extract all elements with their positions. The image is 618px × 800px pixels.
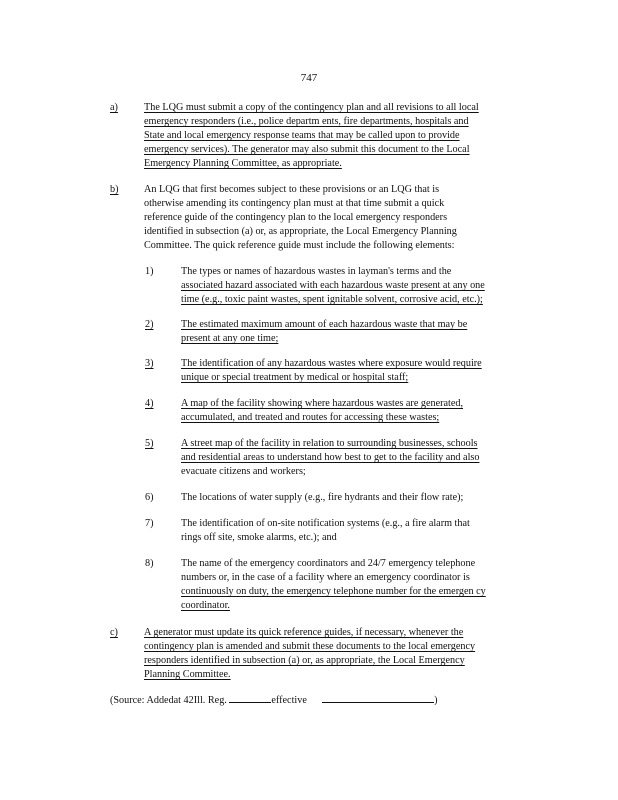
text-line: responders identified in subsection (a) or, as appropriate, the Local Emergency — [144, 655, 465, 666]
text-line: unique or special treatment by medical or hospital staff; — [181, 372, 409, 383]
paragraph-c-text — [144, 626, 544, 682]
text-line: Planning Committee. — [144, 669, 231, 680]
item-text — [181, 265, 541, 307]
item-text — [181, 437, 541, 479]
text-line: The locations of water supply (e.g., fire hydrants and their flow rate); — [181, 492, 464, 503]
source-effective-blank — [322, 692, 434, 703]
text-line: reference guide of the contingency plan to the local emergency responders — [144, 212, 448, 223]
text-line: associated hazard associated with each hazardous waste present at any one — [181, 280, 485, 291]
text-line: A generator must update its quick reference guides, if necessary, whenever the — [144, 627, 464, 638]
item-text — [181, 397, 541, 425]
item-text — [181, 491, 541, 505]
item-number: 2) — [145, 319, 154, 330]
item-text — [181, 517, 541, 545]
text-line: Emergency Planning Committee, as appropriate. — [144, 158, 342, 169]
text-line: identified in subsection (a) or, as appropriate, the Local Emergency Planning — [144, 226, 457, 237]
item-text — [181, 318, 541, 346]
text-line: State and local emergency response teams that may be called upon to provide — [144, 130, 460, 141]
text-line: accumulated, and treated and routes for accessing these wastes; — [181, 412, 440, 423]
page-number: 747 — [300, 72, 318, 84]
item-number: 7) — [145, 518, 154, 529]
text-line: The types or names of hazardous wastes in layman's terms and the — [181, 266, 452, 277]
item-number: 8) — [145, 558, 154, 569]
text-line: otherwise amending its contingency plan must at that time submit a quick — [144, 198, 445, 209]
item-number: 6) — [145, 492, 154, 503]
source-note — [110, 692, 438, 708]
text-line: present at any one time; — [181, 333, 279, 344]
text-line: numbers or, in the case of a facility where an emergency coordinator is — [181, 572, 470, 583]
item-number: 3) — [145, 358, 154, 369]
text-line: Committee. The quick reference guide must include the following elements: — [144, 240, 455, 251]
item-number: 4) — [145, 398, 154, 409]
text-line: emergency services). The generator may also submit this document to the Local — [144, 144, 470, 155]
text-line: The name of the emergency coordinators and 24/7 emergency telephone — [181, 558, 476, 569]
text-line: time (e.g., toxic paint wastes, spent ignitable solvent, corrosive acid, etc.); — [181, 294, 483, 305]
source-date-blank — [229, 692, 271, 703]
paragraph-b-label: b) — [110, 184, 119, 195]
text-line: coordinator. — [181, 600, 230, 611]
text-line: emergency responders (i.e., police departm ents, fire departments, hospitals and — [144, 116, 469, 127]
source-effective: effective — [271, 695, 307, 706]
source-suffix: ) — [434, 695, 438, 706]
source-prefix: (Source: Addedat 42Ill. Reg. — [110, 695, 227, 706]
item-text — [181, 557, 541, 613]
paragraph-b-text — [144, 183, 544, 253]
text-line: The identification of on-site notification systems (e.g., a fire alarm that — [181, 518, 470, 529]
paragraph-a-label: a) — [110, 102, 118, 113]
text-line: The LQG must submit a copy of the contingency plan and all revisions to all local — [144, 102, 479, 113]
text-line: rings off site, smoke alarms, etc.); and — [181, 532, 337, 543]
text-line: A street map of the facility in relation to surrounding businesses, schools — [181, 438, 478, 449]
paragraph-a-text — [144, 101, 544, 171]
text-line: evacuate citizens and workers; — [181, 466, 306, 477]
text-line: and residential areas to understand how best to get to the facility and also — [181, 452, 480, 463]
text-line: A map of the facility showing where hazardous wastes are generated, — [181, 398, 464, 409]
text-line: contingency plan is amended and submit these documents to the local emergency — [144, 641, 476, 652]
text-line: continuously on duty, the emergency telephone number for the emergen cy — [181, 586, 486, 597]
item-number: 1) — [145, 266, 154, 277]
text-line: The identification of any hazardous wastes where exposure would require — [181, 358, 482, 369]
text-line: An LQG that first becomes subject to these provisions or an LQG that is — [144, 184, 440, 195]
text-line: The estimated maximum amount of each hazardous waste that may be — [181, 319, 468, 330]
item-text — [181, 357, 541, 385]
item-number: 5) — [145, 438, 154, 449]
paragraph-c-label: c) — [110, 627, 118, 638]
